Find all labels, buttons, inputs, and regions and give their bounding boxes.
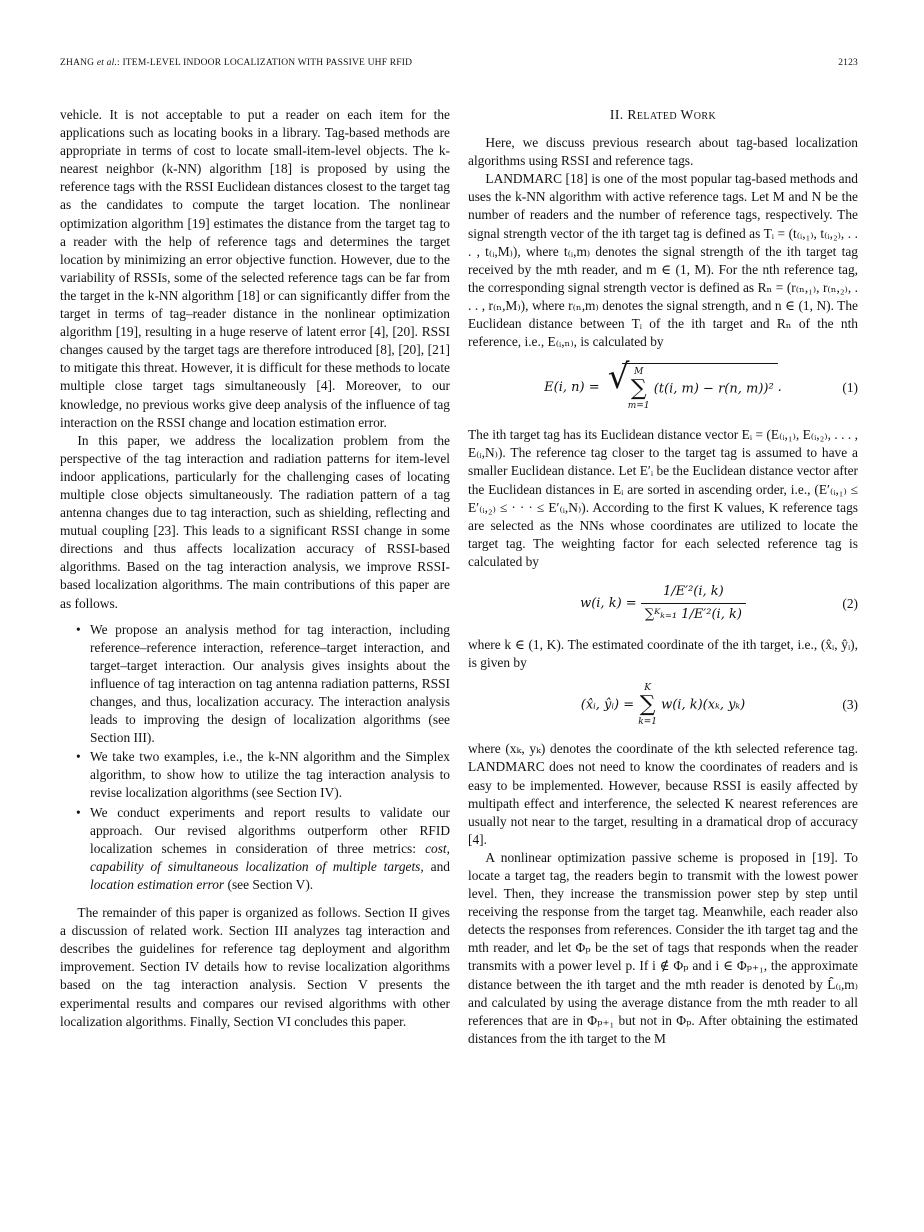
equation-number: (3)	[842, 697, 858, 713]
equation-number: (2)	[842, 595, 858, 611]
left-column	[60, 106, 450, 1031]
paragraph-nonlinear-optimization: A nonlinear optimization passive scheme is proposed in [19]. To locate a target tag, the readers begin to transmit with the lowest power level. Then, they increase the transmission power step by step until receiving the response from the target tag. Meanwhile, each reader also detects the responses from references. Consider the ith target tag and the mth reader, and let Φₚ be the set of tags that responds when the reader transmits with a power level p. If i ∉ Φₚ and i ∈ Φₚ₊₁, the approximate distance between the ith target and the mth reader is denoted by L̂₍ᵢ,m₎ and calculated by using the average distance from the mth reader to all references that are in Φₚ₊₁ but not in Φₚ. After obtaining the estimated distances from the ith target to the M	[468, 849, 858, 1046]
paragraph-landmarc: LANDMARC [18] is one of the most popular tag-based methods and uses the k-NN algorithm with active reference tags. Let M and N be the number of readers and the number of reference tags, respectively. The signal strength vector of the ith target tag is defined as Tᵢ = (t₍ᵢ,₁₎, t₍ᵢ,₂₎, . . . , t₍ᵢ,M₎), where t₍ᵢ,m₎ denotes the signal strength of the ith target tag received by the mth reader, and m ∈ (1, M). For the nth reference tag, the corresponding signal strength vector is defined as Rₙ = (r₍ₙ,₁₎, r₍ₙ,₂₎, . . . , r₍ₙ,M₎), where r₍ₙ,m₎ denotes the signal strength, and n ∈ (1, N). The Euclidean distance between Tᵢ of the ith target and Rₙ of the nth reference, i.e., E₍ᵢ,ₙ₎, is calculated by	[468, 171, 858, 350]
running-title: ZHANG et al.: ITEM-LEVEL INDOOR LOCALIZATION WITH PASSIVE UHF RFID	[60, 58, 413, 68]
paragraph-landmarc-summary: where (xₖ, yₖ) denotes the coordinate of the kth selected reference tag. LANDMARC does not need to know the coordinates of readers and is easy to be implemented. However, because RSSI is easily affected by multipath effect and interference, the selected K nearest references are usually not near to the target, resulting in a dramatical drop of accuracy [4].	[468, 741, 858, 847]
paragraph-intro-continued: vehicle. It is not acceptable to put a reader on each item for the applications such as locating books in a library. Tag-based methods are appropriate in terms of cost to locate small-item-level objects. The k-nearest neighbor (k-NN) algorithm [18] is proposed by using the reference tags with the RSSI Euclidean distances closest to the target tag as the candidates to compute the target location. The nonlinear optimization algorithm [19] estimates the distance from the target tag to a reader with the help of reference tags and determines the target location by minimizing an error objective function. However, due to the variability of RSSIs, some of the selected reference tags can be far from the target in the k-NN algorithm [18] or can significantly differ from the target in terms of tag–reader distance in the nonlinear optimization algorithm [19], resulting in a huge reserve of latent error [4], [20]. RSSI changes caused by the target tags are therefore introduced [8], [20], [21] to mitigate this threat. However, it is difficult for these methods to locate multiple close target tags simultaneously [4]. Moreover, to our knowledge, no previous works give deep analysis of the influence of tag interaction on the RSSI change and location estimation error.	[60, 107, 450, 430]
paragraph-estimated-coordinate: where k ∈ (1, K). The estimated coordinate of the ith target, i.e., (x̂ᵢ, ŷᵢ), is given by	[468, 637, 858, 671]
equation-2: w(i, k) = $\frac{\text{1/E′²(i, k)}}{\text{∑ᴷₖ₌₁ 1/E′²(i, k)}}$ (2)	[580, 583, 858, 623]
list-item: • We propose an analysis method for tag interaction, including reference–reference interaction, reference–target interaction, and target–target interaction. Our analysis gives insights about the influence of tag interaction on tag antenna radiation patterns, RSSI changes, and thus, localization accuracy. The interaction analysis leads to improving the design of localization algorithms (see Section III).	[76, 621, 450, 748]
contribution-list	[60, 621, 450, 894]
list-item: • We conduct experiments and report results to validate our approach. Our revised algorithms outperform other RFID localization schemes in consideration of three metrics: cost, capability of simultaneous localization of multiple targets, and location estimation error (see Section V).	[76, 804, 450, 894]
equation-number: (1)	[842, 379, 858, 395]
paragraph-related-intro: Here, we discuss previous research about tag-based localization algorithms using RSSI and reference tags.	[468, 135, 858, 169]
paragraph-organization: The remainder of this paper is organized as follows. Section II gives a discussion of related work. Section III analyzes tag interaction and describes the guidelines for reference tag deployment and algorithm improvement. Section IV details how to revise localization algorithms based on the tag interaction analysis. Section V presents the experimental results and compares our revised algorithms with other localization algorithms. Finally, Section VI concludes this paper.	[60, 905, 450, 1029]
paragraph-euclidean-vector: The ith target tag has its Euclidean distance vector Eᵢ = (E₍ᵢ,₁₎, E₍ᵢ,₂₎, . . . , E₍ᵢ,N₎). The reference tag closer to the target tag is assumed to have a smaller Euclidean distance. Let E′ᵢ be the Euclidean distance vector after the Euclidean distances in Eᵢ are sorted in ascending order, i.e., (E′₍ᵢ,₁₎ ≤ E′₍ᵢ,₂₎ ≤ · · · ≤ E′₍ᵢ,N₎). According to the first K values, K reference tags are selected as the NNs whose coordinates are utilized to locate the target tag. The weighting factor for each selected reference tag is calculated by	[468, 427, 858, 569]
list-item: • We take two examples, i.e., the k-NN algorithm and the Simplex algorithm, to show how to utilize the tag interaction analysis to revise localization algorithms (see Section IV).	[76, 748, 450, 802]
page-number: 2123	[838, 58, 858, 68]
paragraph-contribution-intro: In this paper, we address the localization problem from the perspective of the tag interaction and radiation patterns for item-level indoor applications, particularly for the challenging cases of locating multiple close objects simultaneously. The radiation pattern of a tag antenna changes due to tag interaction, such as shielding, reflecting and mutual coupling [23]. This leads to a significant RSSI change in some directions and thus affects localization accuracy of RSSI-based algorithms. Based on the tag interaction analysis, we improve RSSI-based localization algorithms. The main contributions of this paper are as follows.	[60, 432, 450, 611]
equation-1: E(i, n) = √ M ∑ m=1 (t(i, m) − r(n, m))² . (1)	[468, 363, 858, 412]
equation-3: (x̂ᵢ, ŷᵢ) = K ∑ k=1 w(i, k)(xₖ, yₖ) (3)	[580, 683, 858, 728]
section-title: II. Related Work	[609, 107, 717, 122]
running-header	[60, 58, 858, 72]
right-column	[468, 106, 858, 1048]
